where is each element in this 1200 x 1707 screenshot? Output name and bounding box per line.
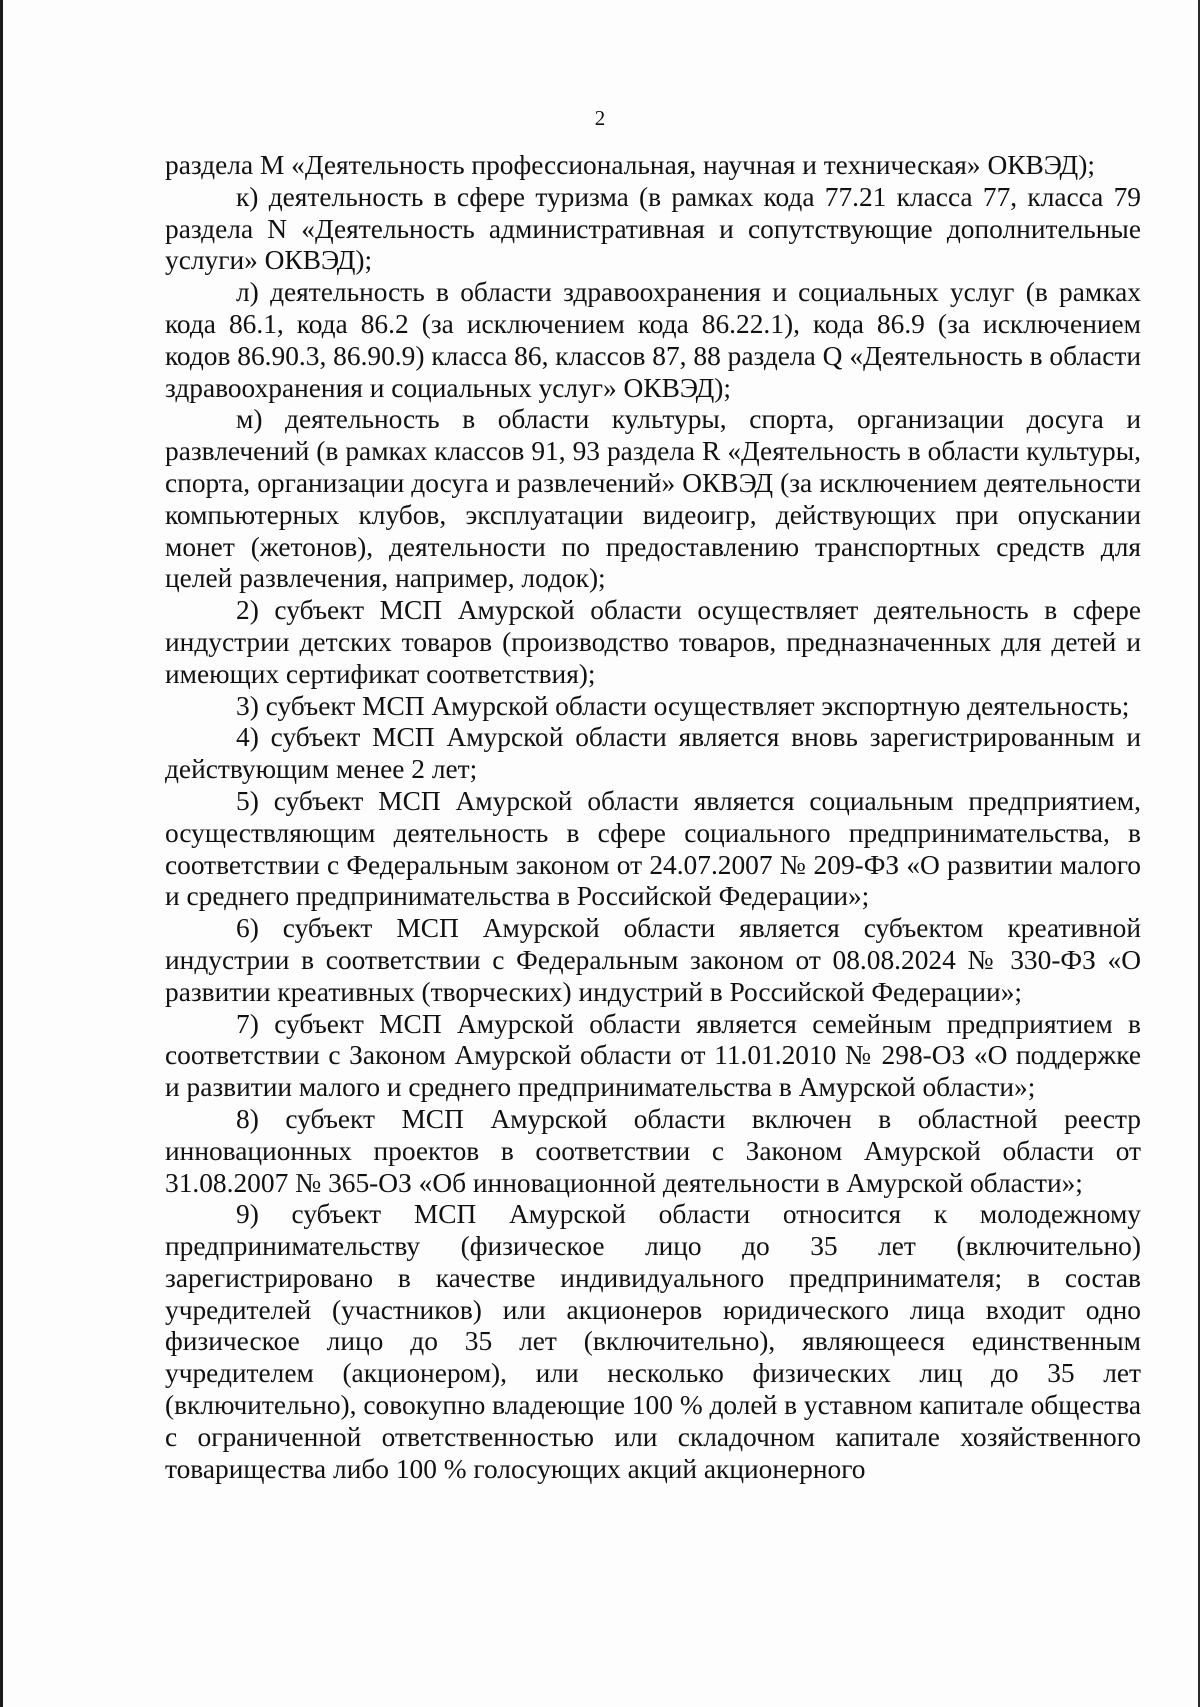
paragraph-item-4-new-registration: 4) субъект МСП Амурской области является вновь зарегистрированным и действующим менее 2 лет;: [165, 722, 1141, 785]
paragraph-item-9-youth-entrepreneurship: 9) субъект МСП Амурской области относится к молодежному предпринимательству (физическое лицо до 35 лет (включительно) зарегистрировано в качестве индивидуального предпринимателя; в состав учредителей (участников) или акционеров юридического лица входит одно физическое лицо до 35 лет (включительно), являющееся единственным учредителем (акционером), или несколько физических лиц до 35 лет (включительно), совокупно владеющие 100 % долей в уставном капитале общества с ограниченной ответственностью или складочном капитале хозяйственного товарищества либо 100 % голосующих акций акционерного: [165, 1199, 1141, 1484]
paragraph-item-3-export: 3) субъект МСП Амурской области осуществляет экспортную деятельность;: [236, 690, 1130, 721]
paragraph-item-m-culture: м) деятельность в области культуры, спорта, организации досуга и развлечений (в рамках классов 91, 93 раздела R «Деятельность в области культуры, спорта, организации досуга и развлечений» ОКВЭД (за исключением деятельности компьютерных клубов, эксплуатации видеоигр, действующих при опускании монет (жетонов), деятельности по предоставлению транспортных средств для целей развлечения, например, лодок);: [165, 404, 1141, 594]
paragraph-item-2-childrens-goods: 2) субъект МСП Амурской области осуществляет деятельность в сфере индустрии детских товаров (производство товаров, предназначенных для детей и имеющих сертификат соответствия);: [165, 595, 1141, 689]
paragraph-item-5-social-enterprise: 5) субъект МСП Амурской области является социальным предприятием, осуществляющим деятельность в сфере социального предпринимательства, в соответствии с Федеральным законом от 24.07.2007 № 209-ФЗ «О развитии малого и среднего предпринимательства в Российской Федерации»;: [165, 785, 1141, 912]
page-number: 2: [594, 106, 606, 130]
paragraph-item-k-tourism: к) деятельность в сфере туризма (в рамках кода 77.21 класса 77, класса 79 раздела N «Деятельность административная и сопутствующие дополнительные услуги» ОКВЭД);: [165, 181, 1141, 276]
paragraph-item-8-innovation-registry: 8) субъект МСП Амурской области включен в областной реестр инновационных проектов в соответствии с Законом Амурской области от 31.08.2007 № 365-ОЗ «Об инновационной деятельности в Амурской области»;: [165, 1103, 1141, 1198]
document-body: [165, 150, 1141, 1485]
paragraph-item-6-creative-industry: 6) субъект МСП Амурской области является субъектом креативной индустрии в соответствии с Федеральным законом от 08.08.2024 № 330-ФЗ «О развитии креативных (творческих) индустрий в Российской Федерации»;: [165, 913, 1141, 1007]
paragraph-item-7-family-enterprise: 7) субъект МСП Амурской области является семейным предприятием в соответствии с Законом Амурской области от 11.01.2010 № 298-ОЗ «О поддержке и развитии малого и среднего предпринимательства в Амурской области»;: [165, 1008, 1141, 1103]
paragraph-item-l-healthcare: л) деятельность в области здравоохранения и социальных услуг (в рамках кода 86.1, кода 86.2 (за исключением кода 86.22.1), кода 86.9 (за исключением кодов 86.90.3, 86.90.9) класса 86, классов 87, 88 раздела Q «Деятельность в области здравоохранения и социальных услуг» ОКВЭД);: [165, 277, 1141, 403]
paragraph-continuation: раздела M «Деятельность профессиональная, научная и техническая» ОКВЭД);: [165, 150, 1095, 180]
scan-edge-left: [0, 0, 3, 1707]
